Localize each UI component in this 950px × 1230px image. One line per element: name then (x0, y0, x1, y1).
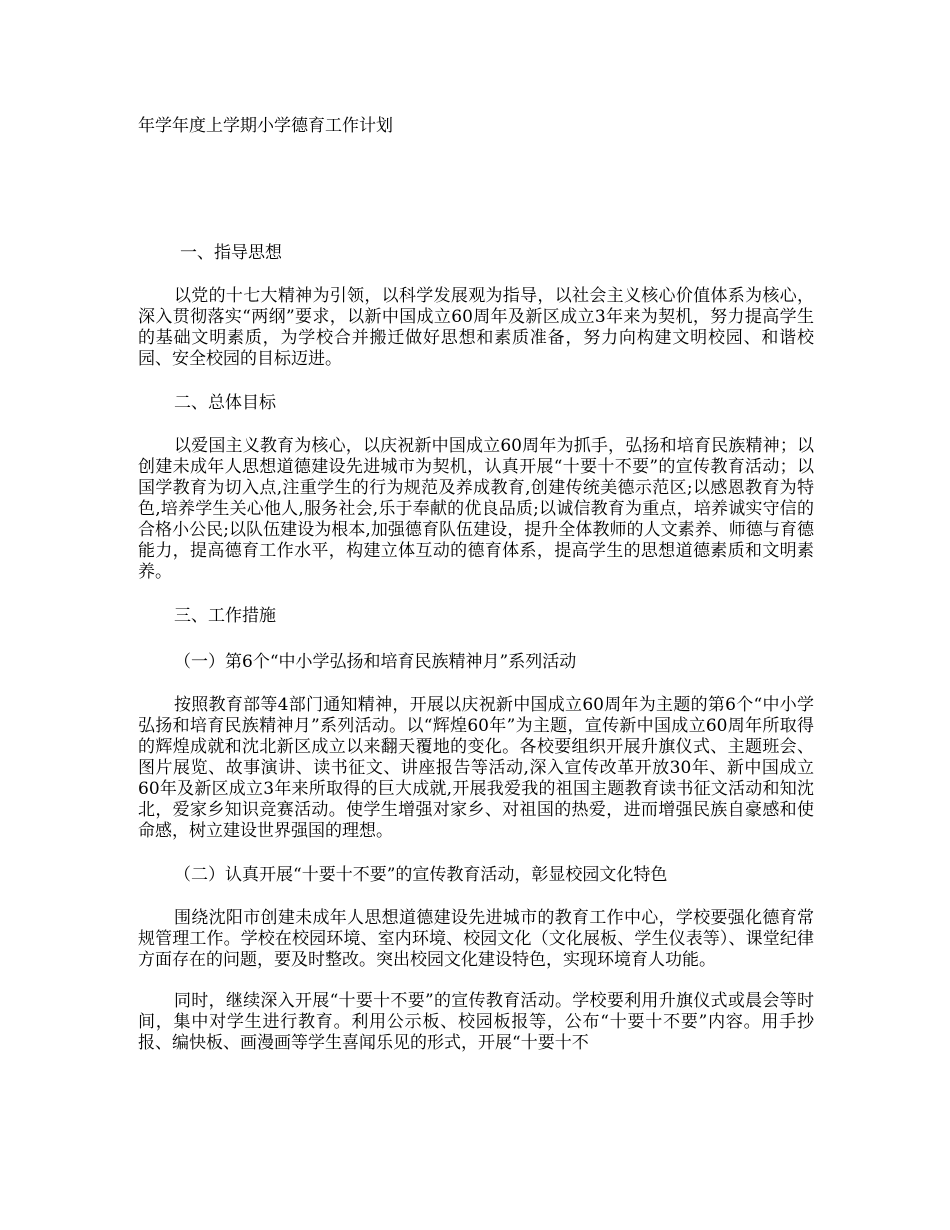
section-heading-guiding-ideology: 一、指导思想 (180, 243, 282, 263)
section-heading-work-measures: 三、工作措施 (174, 606, 276, 626)
paragraph-ten-dos-donts: 同时，继续深入开展“十要十不要”的宣传教育活动。学校要利用升旗仪式或晨会等时间，集中对学生进行教育。利用公示板、校园板报等，公布“十要十不要”内容。用手抄报、编快板、画漫画等学生喜闻乐见的形式，开展“十要十不 (138, 991, 814, 1053)
subsection-heading-2: （二）认真开展“十要十不要”的宣传教育活动，彰显校园文化特色 (174, 865, 668, 885)
section-heading-overall-goals: 二、总体目标 (174, 393, 276, 413)
paragraph-overall-goals: 以爱国主义教育为核心，以庆祝新中国成立60周年为抓手，弘扬和培育民族精神；以创建未成年人思想道德建设先进城市为契机，认真开展“十要十不要”的宣传教育活动；以国学教育为切入点,注重学生的行为规范及养成教育,创建传统美德示范区;以感恩教育为特色,培养学生关心他人,服务社会,乐于奉献的优良品质;以诚信教育为重点，培养诚实守信的合格小公民;以队伍建设为根本,加强德育队伍建设，提升全体教师的人文素养、师德与育德能力，提高德育工作水平，构建立体互动的德育体系，提高学生的思想道德素质和文明素养。 (138, 436, 814, 582)
paragraph-national-spirit-month: 按照教育部等4部门通知精神，开展以庆祝新中国成立60周年为主题的第6个“中小学弘扬和培育民族精神月”系列活动。以“辉煌60年”为主题，宣传新中国成立60周年所取得的辉煌成就和沈北新区成立以来翻天覆地的变化。各校要组织开展升旗仪式、主题班会、图片展览、故事演讲、读书征文、讲座报告等活动,深入宣传改革开放30年、新中国成立60年及新区成立3年来所取得的巨大成就,开展我爱我的祖国主题教育读书征文活动和知沈北，爱家乡知识竞赛活动。使学生增强对家乡、对祖国的热爱，进而增强民族自豪感和使命感，树立建设世界强国的理想。 (138, 695, 814, 841)
document-body (138, 240, 814, 1074)
paragraph-guiding-ideology: 以党的十七大精神为引领，以科学发展观为指导，以社会主义核心价值体系为核心，深入贯彻落实“两纲”要求，以新中国成立60周年及新区成立3年来为契机，努力提高学生的基础文明素质，为学校合并搬迁做好思想和素质准备，努力向构建文明校园、和谐校园、安全校园的目标迈进。 (138, 286, 814, 369)
paragraph-campus-culture: 围绕沈阳市创建未成年人思想道德建设先进城市的教育工作中心，学校要强化德育常规管理工作。学校在校园环境、室内环境、校园文化（文化展板、学生仪表等）、课堂纪律方面存在的问题，要及时整改。突出校园文化建设特色，实现环境育人功能。 (138, 908, 814, 970)
subsection-heading-1: （一）第6个“中小学弘扬和培育民族精神月”系列活动 (174, 652, 577, 672)
document-title: 年学年度上学期小学德育工作计划 (138, 116, 393, 136)
